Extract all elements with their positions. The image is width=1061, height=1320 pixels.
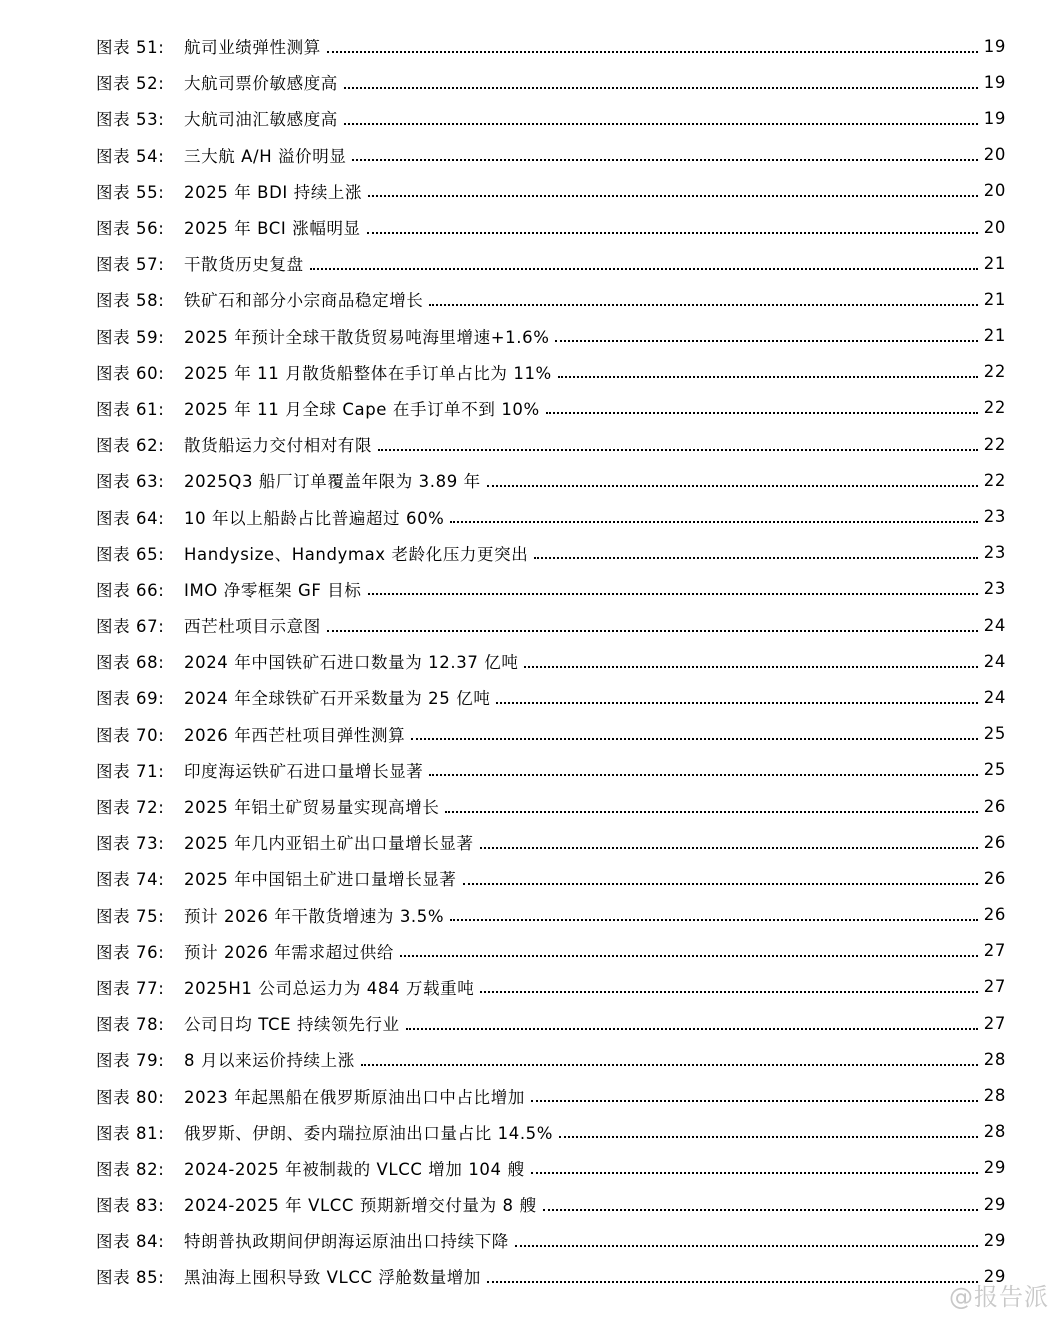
toc-entry[interactable] — [96, 643, 1006, 679]
dot-leader — [368, 592, 978, 595]
page-number: 29 — [983, 1158, 1006, 1178]
toc-entry[interactable] — [96, 173, 1006, 209]
figure-number: 图表 65: — [96, 544, 165, 564]
page-number: 21 — [983, 289, 1006, 309]
figure-number: 图表 69: — [96, 689, 165, 709]
dot-leader — [555, 339, 977, 342]
table-of-figures — [96, 28, 1006, 1295]
page-number: 26 — [983, 905, 1006, 925]
dot-leader — [450, 520, 977, 523]
toc-entry[interactable] — [96, 571, 1006, 607]
figure-number: 图表 52: — [96, 74, 165, 94]
toc-entry[interactable] — [96, 426, 1006, 462]
dot-leader — [534, 556, 977, 559]
figure-title: 大航司票价敏感度高 — [184, 74, 338, 94]
dot-leader — [531, 1099, 978, 1102]
page-number: 27 — [983, 941, 1006, 961]
page-number: 28 — [983, 1086, 1006, 1106]
figure-number: 图表 67: — [96, 617, 165, 637]
toc-entry[interactable] — [96, 535, 1006, 571]
figure-number: 图表 81: — [96, 1123, 165, 1143]
figure-title: 预计 2026 年干散货增速为 3.5% — [184, 906, 445, 926]
figure-number: 图表 54: — [96, 146, 165, 166]
figure-number: 图表 77: — [96, 978, 165, 998]
dot-leader — [450, 918, 978, 921]
toc-entry[interactable] — [96, 245, 1006, 281]
dot-leader — [411, 737, 978, 740]
figure-title: 2025H1 公司总运力为 484 万载重吨 — [184, 978, 475, 998]
page-number: 28 — [983, 1049, 1006, 1069]
dot-leader — [400, 954, 978, 957]
toc-entry[interactable] — [96, 1222, 1006, 1258]
toc-entry[interactable] — [96, 824, 1006, 860]
figure-title: 俄罗斯、伊朗、委内瑞拉原油出口量占比 14.5% — [184, 1123, 554, 1143]
dot-leader — [310, 267, 978, 270]
figure-number: 图表 68: — [96, 653, 165, 673]
toc-entry[interactable] — [96, 788, 1006, 824]
page-number: 22 — [983, 470, 1006, 490]
figure-number: 图表 56: — [96, 219, 165, 239]
dot-leader — [445, 810, 977, 813]
toc-entry[interactable] — [96, 1114, 1006, 1150]
figure-title: 大航司油汇敏感度高 — [184, 110, 338, 130]
figure-title: 2025 年中国铝土矿进口量增长显著 — [184, 870, 457, 890]
page-number: 23 — [983, 507, 1006, 527]
page-number: 24 — [983, 687, 1006, 707]
figure-title: 铁矿石和部分小宗商品稳定增长 — [184, 291, 424, 311]
dot-leader — [352, 158, 977, 161]
figure-title: 散货船运力交付相对有限 — [184, 436, 373, 456]
page-number: 22 — [983, 362, 1006, 382]
toc-entry[interactable] — [96, 860, 1006, 896]
figure-number: 图表 62: — [96, 436, 165, 456]
figure-number: 图表 75: — [96, 906, 165, 926]
dot-leader — [429, 303, 977, 306]
figure-title: 2024-2025 年被制裁的 VLCC 增加 104 艘 — [184, 1159, 525, 1179]
toc-entry[interactable] — [96, 933, 1006, 969]
page-number: 22 — [983, 434, 1006, 454]
page-number: 25 — [983, 724, 1006, 744]
dot-leader — [344, 122, 978, 125]
figure-number: 图表 57: — [96, 255, 165, 275]
figure-number: 图表 63: — [96, 472, 165, 492]
dot-leader — [496, 701, 977, 704]
figure-title: 干散货历史复盘 — [184, 255, 304, 275]
figure-number: 图表 80: — [96, 1087, 165, 1107]
page-number: 19 — [983, 72, 1006, 92]
page-number: 28 — [983, 1122, 1006, 1142]
toc-entry[interactable] — [96, 679, 1006, 715]
figure-number: 图表 51: — [96, 38, 165, 58]
figure-number: 图表 82: — [96, 1159, 165, 1179]
dot-leader — [487, 484, 978, 487]
page-number: 19 — [983, 36, 1006, 56]
figure-title: 2025 年预计全球干散货贸易吨海里增速+1.6% — [184, 327, 550, 347]
dot-leader — [559, 1135, 978, 1138]
figure-number: 图表 76: — [96, 942, 165, 962]
figure-title: 公司日均 TCE 持续领先行业 — [184, 1015, 400, 1035]
figure-title: 2025 年 BDI 持续上涨 — [184, 182, 363, 202]
page-number: 25 — [983, 760, 1006, 780]
toc-entry[interactable] — [96, 897, 1006, 933]
toc-entry[interactable] — [96, 100, 1006, 136]
toc-entry[interactable] — [96, 498, 1006, 534]
page-number: 23 — [983, 543, 1006, 563]
figure-title: Handysize、Handymax 老龄化压力更突出 — [184, 544, 529, 564]
page-number: 26 — [983, 832, 1006, 852]
figure-title: 印度海运铁矿石进口量增长显著 — [184, 761, 424, 781]
figure-title: 2025 年铝土矿贸易量实现高增长 — [184, 798, 440, 818]
page-number: 21 — [983, 326, 1006, 346]
page-number: 27 — [983, 1013, 1006, 1033]
figure-number: 图表 74: — [96, 870, 165, 890]
page-number: 29 — [983, 1230, 1006, 1250]
toc-entry[interactable] — [96, 969, 1006, 1005]
dot-leader — [361, 1063, 978, 1066]
dot-leader — [367, 231, 978, 234]
figure-title: 2025Q3 船厂订单覆盖年限为 3.89 年 — [184, 472, 481, 492]
toc-entry[interactable] — [96, 354, 1006, 390]
figure-number: 图表 73: — [96, 834, 165, 854]
figure-title: 8 月以来运价持续上涨 — [184, 1051, 355, 1071]
figure-number: 图表 59: — [96, 327, 165, 347]
dot-leader — [406, 1027, 978, 1030]
toc-entry[interactable] — [96, 1041, 1006, 1077]
figure-number: 图表 55: — [96, 182, 165, 202]
figure-number: 图表 71: — [96, 761, 165, 781]
dot-leader — [327, 50, 978, 53]
figure-title: 2026 年西芒杜项目弹性测算 — [184, 725, 406, 745]
dot-leader — [378, 448, 978, 451]
dot-leader — [524, 665, 977, 668]
figure-title: 2025 年 11 月散货船整体在手订单占比为 11% — [184, 363, 552, 383]
toc-entry[interactable] — [96, 28, 1006, 64]
dot-leader — [368, 194, 978, 197]
figure-title: 2024-2025 年 VLCC 预期新增交付量为 8 艘 — [184, 1196, 537, 1216]
figure-title: 2025 年 11 月全球 Cape 在手订单不到 10% — [184, 399, 540, 419]
toc-entry[interactable] — [96, 462, 1006, 498]
figure-title: 10 年以上船龄占比普遍超过 60% — [184, 508, 445, 528]
dot-leader — [327, 629, 978, 632]
figure-title: 2024 年全球铁矿石开采数量为 25 亿吨 — [184, 689, 491, 709]
dot-leader — [344, 86, 978, 89]
page-number: 19 — [983, 108, 1006, 128]
figure-number: 图表 66: — [96, 580, 165, 600]
dot-leader — [546, 411, 978, 414]
figure-number: 图表 53: — [96, 110, 165, 130]
toc-entry[interactable] — [96, 1258, 1006, 1294]
page-number: 21 — [983, 253, 1006, 273]
toc-entry[interactable] — [96, 64, 1006, 100]
figure-number: 图表 84: — [96, 1232, 165, 1252]
dot-leader — [515, 1244, 978, 1247]
toc-entry[interactable] — [96, 209, 1006, 245]
figure-number: 图表 85: — [96, 1268, 165, 1288]
figure-number: 图表 58: — [96, 291, 165, 311]
dot-leader — [531, 1171, 978, 1174]
dot-leader — [487, 1280, 978, 1283]
figure-title: 2024 年中国铁矿石进口数量为 12.37 亿吨 — [184, 653, 519, 673]
figure-number: 图表 83: — [96, 1196, 165, 1216]
toc-entry[interactable] — [96, 1005, 1006, 1041]
figure-number: 图表 79: — [96, 1051, 165, 1071]
figure-number: 图表 78: — [96, 1015, 165, 1035]
page-number: 20 — [983, 181, 1006, 201]
page-number: 29 — [983, 1194, 1006, 1214]
toc-entry[interactable] — [96, 716, 1006, 752]
figure-title: 2023 年起黑船在俄罗斯原油出口中占比增加 — [184, 1087, 525, 1107]
figure-title: 西芒杜项目示意图 — [184, 617, 321, 637]
figure-number: 图表 61: — [96, 399, 165, 419]
page-number: 20 — [983, 145, 1006, 165]
dot-leader — [558, 375, 978, 378]
page-number: 26 — [983, 796, 1006, 816]
dot-leader — [480, 990, 977, 993]
page-number: 24 — [983, 615, 1006, 635]
page-number: 24 — [983, 651, 1006, 671]
page-number: 29 — [983, 1266, 1006, 1286]
dot-leader — [463, 882, 978, 885]
toc-entry[interactable] — [96, 281, 1006, 317]
figure-title: IMO 净零框架 GF 目标 — [184, 580, 362, 600]
watermark: @报告派 — [949, 1283, 1049, 1311]
dot-leader — [480, 846, 978, 849]
toc-entry[interactable] — [96, 752, 1006, 788]
figure-title: 黑油海上囤积导致 VLCC 浮舱数量增加 — [184, 1268, 482, 1288]
figure-title: 三大航 A/H 溢价明显 — [184, 146, 347, 166]
figure-number: 图表 70: — [96, 725, 165, 745]
dot-leader — [429, 773, 977, 776]
figure-title: 特朗普执政期间伊朗海运原油出口持续下降 — [184, 1232, 509, 1252]
page-number: 26 — [983, 868, 1006, 888]
figure-title: 2025 年 BCI 涨幅明显 — [184, 219, 361, 239]
page-number: 23 — [983, 579, 1006, 599]
figure-title: 预计 2026 年需求超过供给 — [184, 942, 394, 962]
figure-number: 图表 72: — [96, 798, 165, 818]
figure-title: 2025 年几内亚铝土矿出口量增长显著 — [184, 834, 474, 854]
figure-title: 航司业绩弹性测算 — [184, 38, 321, 58]
toc-entry[interactable] — [96, 1077, 1006, 1113]
toc-entry[interactable] — [96, 137, 1006, 173]
toc-entry[interactable] — [96, 1150, 1006, 1186]
page-number: 22 — [983, 398, 1006, 418]
figure-number: 图表 60: — [96, 363, 165, 383]
dot-leader — [543, 1208, 978, 1211]
toc-entry[interactable] — [96, 318, 1006, 354]
figure-number: 图表 64: — [96, 508, 165, 528]
toc-entry[interactable] — [96, 390, 1006, 426]
toc-entry[interactable] — [96, 607, 1006, 643]
toc-entry[interactable] — [96, 1186, 1006, 1222]
page-number: 20 — [983, 217, 1006, 237]
page-number: 27 — [983, 977, 1006, 997]
